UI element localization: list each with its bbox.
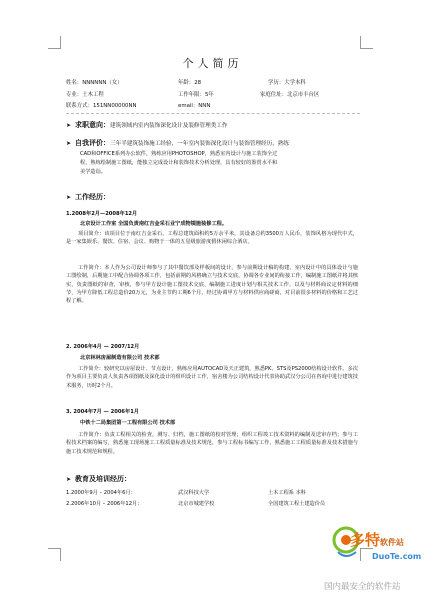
site-watermark: [324, 522, 422, 597]
major-label: 专业：: [66, 92, 83, 98]
info-address: [260, 90, 319, 98]
edu-major: 全国建筑工程土建造价员: [268, 501, 326, 507]
objective-section: ➤ 求职意向：建筑领域内室内装饰深化设计及装修管理类工作: [66, 121, 228, 129]
info-email: [178, 101, 210, 109]
crop-mark-top-left: [48, 36, 61, 49]
job-company: 北京林林房屋制造有限公司 技术部: [80, 355, 160, 361]
job-paragraph: 工作简介：较研究以房屋设计、节点设计，熟练应用AUTOCAD及天正建筑，熟悉PK、STS及PS2000结构设计软件。多次作为项目主要负责人负责各项图纸及深化设计的组织设计工作，宿舍楼为公司结构设计代表协助武汉分公司在咨询中进行建筑技术服务，历时2个月。: [66, 366, 358, 389]
edu-school: 北京市城建学校: [178, 501, 215, 507]
watermark-brand: 多特软件站: [350, 531, 405, 549]
address-value: 北京市丰台区: [286, 92, 320, 98]
objective-text: 建筑领域内室内装饰深化设计及装修管理类工作: [110, 123, 228, 129]
name-value: NNNNNN（女）: [82, 80, 123, 86]
self-eval-line: CAD和OFFICE系列办公软件，熟练应用PHOTOSHOP，熟悉室内设计与施工装饰全过: [80, 151, 278, 157]
self-eval-heading: 自我评价: [75, 139, 103, 147]
job-paragraph: 项目简介：该项目位于南红吉金采石，工程总建筑面积约5万余平米，其设备总约3500万人民币，装饰风格为现代中式，是一家集娱乐、餐饮、住宿、会议、购物于一体的五星级旅游度假休闲综合酒店。: [66, 231, 358, 246]
arrow-bullet-icon: ➤: [66, 476, 72, 483]
education-heading: 教育及培训经历: [75, 475, 124, 483]
age-label: 年龄：: [178, 80, 195, 86]
info-exp: [178, 90, 214, 98]
edu-period: 1.2000年9月 – 2004年6月：: [66, 490, 136, 496]
crop-mark-bottom-left: [48, 548, 61, 561]
info-major: [66, 90, 104, 98]
resume-title: 个人简历: [182, 57, 243, 70]
info-phone: [66, 101, 137, 109]
info-divider: [66, 113, 360, 114]
job-period: 2. 2006年4月 — 2007/12月: [66, 344, 140, 350]
job-period: 3. 2004年7月 — 2006年1月: [66, 409, 140, 415]
self-eval-line: 程，熟练绘制施工图纸，能独立完成设计和装饰技术分析处理，具有较好的鉴赏水平和: [80, 160, 278, 166]
work-heading: 工作经历: [75, 193, 103, 201]
work-section: ➤ 工作经历：: [66, 193, 110, 201]
edu-school: 武汉科技大学: [178, 490, 210, 496]
arrow-bullet-icon: ➤: [66, 122, 72, 129]
arrow-bullet-icon: ➤: [66, 140, 72, 147]
age-value: 28: [194, 80, 202, 86]
exp-label: 工作年限：: [178, 92, 205, 98]
phone-label: 联系方式：: [66, 103, 93, 109]
phone-value: 151NN00000NN: [92, 103, 137, 109]
info-age: [178, 78, 201, 86]
info-name: [66, 78, 123, 86]
edu-value: 大学本科: [284, 80, 306, 86]
edu-major: 土木工程系 本科: [268, 490, 306, 496]
email-label: email：: [178, 103, 199, 109]
self-eval-line: 美学造诣。: [80, 169, 106, 175]
edu-label: 学历：: [268, 80, 285, 86]
self-eval-line: 三年半建筑装饰施工经验，一年室内装饰深化设计与装饰管理经历，熟练: [110, 141, 290, 147]
arrow-bullet-icon: ➤: [66, 194, 72, 201]
job-company: 北京设计工作室 全国负责南红吉金采石业宁成物镜施装修工程。: [80, 221, 228, 227]
edu-period: 2.2006年10月 – 2006年12月：: [66, 501, 143, 507]
major-value: 土木工程: [82, 92, 104, 98]
job-paragraph: 工作简介：本人作为公司设计师参与了其中餐饮部及样板间的设计，参与前期设计稿的构建，室内设计中的具体设计与施工图绘制，后期施工中配合协调各项工作，包括前期的风格确立与技术交底，协调各专业间的衔接工作，编制施工图纸并将其核实，负责图纸的审查，审核，参与甲方设计施工图技术交底，编制施工进度计划与相关技术工作，以及与材料商议定材料的细节，为甲方降低工程总造价20万元，为业主节约工期6个月，经过协调甲方与材料供应商磋商，对目前很多材料的价格和工艺过程了解。: [66, 265, 358, 305]
info-edu: [268, 78, 306, 86]
job-paragraph: 工作简介：负责工程相关的检查，测写、归档，施工图纸的校对管理；组织工程竣工技术资料的编制及送审存档；参与工程技术档案的编写，熟悉施工现场施工工程质量标准及技术规范，参与工程标书编写工作，熟悉施工工程质量标准及技术措施与施工技术规范和规程。: [66, 432, 358, 455]
email-value: NNN: [198, 103, 211, 109]
exp-value: 5年: [204, 92, 214, 98]
self-eval-section: ➤ 自我评价：三年半建筑装饰施工经验，一年室内装饰深化设计与装饰管理经历，熟练: [66, 139, 290, 147]
job-period: 1.2008年2月—2008年12月: [66, 211, 138, 217]
address-label: 家庭住址：: [260, 92, 287, 98]
watermark-url: DuoTe.com: [372, 552, 422, 561]
watermark-slogan: 国内最安全的软件站: [324, 582, 401, 592]
objective-heading: 求职意向: [75, 121, 103, 129]
job-company: 中铁十二局集团第一工程有限公司 技术部: [80, 420, 176, 426]
name-label: 姓名：: [66, 80, 83, 86]
education-section: ➤ 教育及培训经历：: [66, 475, 131, 483]
crop-mark-top-right: [360, 36, 373, 49]
